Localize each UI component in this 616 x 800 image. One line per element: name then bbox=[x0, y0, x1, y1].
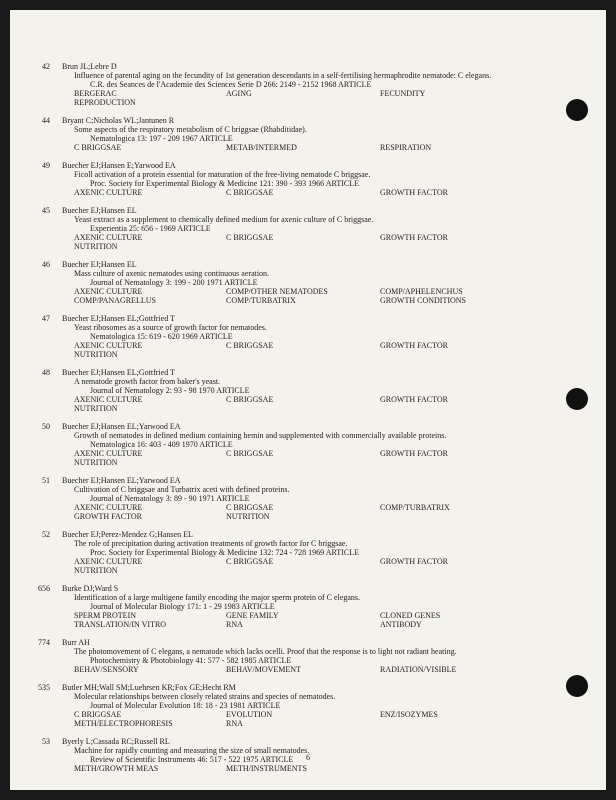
keyword: NUTRITION bbox=[226, 512, 270, 521]
entry-authors: Buecher EJ;Hansen EL;Yarwood EA bbox=[62, 422, 181, 431]
keyword-row bbox=[10, 98, 606, 107]
entry-number: 42 bbox=[42, 62, 50, 71]
keyword-row bbox=[10, 566, 606, 575]
keyword-row bbox=[10, 296, 606, 305]
keyword: COMP/PANAGRELLUS bbox=[74, 296, 156, 305]
entry-number: 774 bbox=[38, 638, 50, 647]
entry-authors: Burke DJ;Ward S bbox=[62, 584, 119, 593]
keyword-row bbox=[10, 143, 606, 152]
entry-title: The role of precipitation during activation treatments of growth factor for C briggsae. bbox=[74, 539, 348, 548]
keyword: METH/ELECTROPHORESIS bbox=[74, 719, 173, 728]
keyword-row bbox=[10, 404, 606, 413]
keyword: GROWTH CONDITIONS bbox=[380, 296, 466, 305]
entry-title: Molecular relationships between closely related strains and species of nematodes. bbox=[74, 692, 336, 701]
entry-authors: Byerly L;Cassada RC;Russell RL bbox=[62, 737, 170, 746]
keyword-row bbox=[10, 350, 606, 359]
keyword: COMP/OTHER NEMATODES bbox=[226, 287, 328, 296]
keyword: AXENIC CULTURE bbox=[74, 449, 143, 458]
keyword: C BRIGGSAE bbox=[226, 395, 274, 404]
keyword: ENZ/ISOZYMES bbox=[380, 710, 438, 719]
keyword: ANTIBODY bbox=[380, 620, 422, 629]
bibliography-entry bbox=[10, 116, 606, 152]
entry-title: Some aspects of the respiratory metabolism of C briggsae (Rhabditidae). bbox=[74, 125, 307, 134]
keyword: NUTRITION bbox=[74, 566, 118, 575]
keyword: AXENIC CULTURE bbox=[74, 233, 143, 242]
keyword-row bbox=[10, 503, 606, 512]
entry-number: 44 bbox=[42, 116, 50, 125]
keyword: RADIATION/VISIBLE bbox=[380, 665, 457, 674]
keyword-row bbox=[10, 449, 606, 458]
keyword-row bbox=[10, 188, 606, 197]
entry-source: Journal of Nematology 3: 89 - 90 1971 ARTICLE bbox=[90, 494, 250, 503]
entry-number: 49 bbox=[42, 161, 50, 170]
entry-number: 51 bbox=[42, 476, 50, 485]
keyword-row bbox=[10, 512, 606, 521]
keyword-row bbox=[10, 287, 606, 296]
keyword-row bbox=[10, 620, 606, 629]
keyword: AXENIC CULTURE bbox=[74, 287, 143, 296]
entry-authors: Buecher EJ;Hansen EL bbox=[62, 206, 137, 215]
keyword-row bbox=[10, 242, 606, 251]
bibliography-entry bbox=[10, 260, 606, 305]
entry-source: Photochemistry & Photobiology 41: 577 - 582 1985 ARTICLE bbox=[90, 656, 292, 665]
keyword: AXENIC CULTURE bbox=[74, 341, 143, 350]
bibliography-entry bbox=[10, 161, 606, 197]
entry-title: Identification of a large multigene family encoding the major sperm protein of C elegans. bbox=[74, 593, 360, 602]
keyword: NUTRITION bbox=[74, 458, 118, 467]
entry-title: Influence of parental aging on the fecundity of 1st generation descendants in a self-fertilising hermaphrodite nematode: C elegans. bbox=[74, 71, 492, 80]
entry-source: Proc. Society for Experimental Biology & Medicine 121: 390 - 393 1966 ARTICLE bbox=[90, 179, 360, 188]
keyword-row bbox=[10, 89, 606, 98]
bibliography-entry bbox=[10, 206, 606, 251]
entry-title: Cultivation of C briggsae and Turbatrix aceti with defined proteins. bbox=[74, 485, 290, 494]
keyword: REPRODUCTION bbox=[74, 98, 136, 107]
keyword: C BRIGGSAE bbox=[226, 341, 274, 350]
keyword: C BRIGGSAE bbox=[226, 233, 274, 242]
keyword: GROWTH FACTOR bbox=[380, 449, 448, 458]
entry-title: Yeast ribosomes as a source of growth factor for nematodes. bbox=[74, 323, 267, 332]
keyword: NUTRITION bbox=[74, 350, 118, 359]
keyword: C BRIGGSAE bbox=[74, 710, 122, 719]
keyword-row bbox=[10, 341, 606, 350]
bibliography-entry bbox=[10, 584, 606, 629]
entry-source: Proc. Society for Experimental Biology & Medicine 132: 724 - 728 1969 ARTICLE bbox=[90, 548, 360, 557]
keyword: BERGERAC bbox=[74, 89, 117, 98]
entry-number: 47 bbox=[42, 314, 50, 323]
keyword-row bbox=[10, 665, 606, 674]
keyword: C BRIGGSAE bbox=[226, 449, 274, 458]
entry-source: Nematologica 13: 197 - 209 1967 ARTICLE bbox=[90, 134, 233, 143]
keyword: AXENIC CULTURE bbox=[74, 503, 143, 512]
keyword: GROWTH FACTOR bbox=[380, 341, 448, 350]
bibliography-entry bbox=[10, 422, 606, 467]
entry-source: Nematologica 16: 403 - 409 1970 ARTICLE bbox=[90, 440, 233, 449]
keyword: GENE FAMILY bbox=[226, 611, 279, 620]
keyword: FECUNDITY bbox=[380, 89, 426, 98]
keyword: GROWTH FACTOR bbox=[380, 395, 448, 404]
bibliography-entry bbox=[10, 530, 606, 575]
bibliography-entry bbox=[10, 368, 606, 413]
keyword: TRANSLATION/IN VITRO bbox=[74, 620, 167, 629]
entry-authors: Buecher EJ;Hansen EL;Gottfried T bbox=[62, 314, 175, 323]
entry-authors: Buecher EJ;Perez-Mendez G;Hansen EL bbox=[62, 530, 193, 539]
entry-title: The photomovement of C elegans, a nematode which lacks ocelli. Proof that the response is to light not radiant heating. bbox=[74, 647, 457, 656]
entry-title: Machine for rapidly counting and measuring the size of small nematodes. bbox=[74, 746, 310, 755]
keyword: AXENIC CULTURE bbox=[74, 188, 143, 197]
entry-authors: Burr AH bbox=[62, 638, 90, 647]
keyword: NUTRITION bbox=[74, 242, 118, 251]
entry-title: Yeast extract as a supplement to chemically defined medium for axenic culture of C briggsae. bbox=[74, 215, 374, 224]
entry-authors: Butler MH;Wall SM;Luehrsen KR;Fox GE;Hecht RM bbox=[62, 683, 236, 692]
bibliography-entry bbox=[10, 476, 606, 521]
keyword: RNA bbox=[226, 620, 243, 629]
bibliography-entry bbox=[10, 638, 606, 674]
keyword: AGING bbox=[226, 89, 252, 98]
keyword: COMP/TURBATRIX bbox=[380, 503, 450, 512]
entry-source: C.R. des Seances de l'Academie des Sciences Serie D 266: 2149 - 2152 1968 ARTICLE bbox=[90, 80, 372, 89]
entry-number: 535 bbox=[38, 683, 50, 692]
bibliography-list bbox=[10, 62, 606, 782]
keyword-row bbox=[10, 395, 606, 404]
keyword: GROWTH FACTOR bbox=[380, 188, 448, 197]
keyword-row bbox=[10, 458, 606, 467]
keyword: AXENIC CULTURE bbox=[74, 395, 143, 404]
bibliography-entry bbox=[10, 314, 606, 359]
entry-authors: Bryant C;Nicholas WL;Jantunen R bbox=[62, 116, 175, 125]
keyword: C BRIGGSAE bbox=[226, 557, 274, 566]
keyword: GROWTH FACTOR bbox=[74, 512, 142, 521]
entry-number: 45 bbox=[42, 206, 50, 215]
entry-authors: Brun JL;Lebre D bbox=[62, 62, 117, 71]
entry-authors: Buecher EJ;Hansen E;Yarwood EA bbox=[62, 161, 176, 170]
entry-number: 48 bbox=[42, 368, 50, 377]
keyword: C BRIGGSAE bbox=[226, 188, 274, 197]
entry-number: 46 bbox=[42, 260, 50, 269]
keyword: BEHAV/MOVEMENT bbox=[226, 665, 301, 674]
entry-number: 53 bbox=[42, 737, 50, 746]
entry-number: 50 bbox=[42, 422, 50, 431]
keyword: RNA bbox=[226, 719, 243, 728]
entry-authors: Buecher EJ;Hansen EL;Gottfried T bbox=[62, 368, 175, 377]
entry-source: Journal of Nematology 2: 93 - 98 1970 ARTICLE bbox=[90, 386, 250, 395]
entry-source: Journal of Molecular Evolution 18: 18 - 23 1981 ARTICLE bbox=[90, 701, 281, 710]
entry-title: A nematode growth factor from baker's yeast. bbox=[74, 377, 221, 386]
keyword: GROWTH FACTOR bbox=[380, 233, 448, 242]
bibliography-entry bbox=[10, 62, 606, 107]
keyword: EVOLUTION bbox=[226, 710, 273, 719]
keyword: METH/INSTRUMENTS bbox=[226, 764, 307, 773]
entry-source: Journal of Molecular Biology 171: 1 - 29 1983 ARTICLE bbox=[90, 602, 275, 611]
keyword: C BRIGGSAE bbox=[74, 143, 122, 152]
entry-source: Journal of Nematology 3: 199 - 200 1971 ARTICLE bbox=[90, 278, 258, 287]
document-page bbox=[10, 10, 606, 790]
entry-title: Mass culture of axenic nematodes using continuous aeration. bbox=[74, 269, 270, 278]
keyword: METAB/INTERMED bbox=[226, 143, 297, 152]
keyword-row bbox=[10, 557, 606, 566]
keyword: METH/GROWTH MEAS bbox=[74, 764, 159, 773]
keyword: SPERM PROTEIN bbox=[74, 611, 137, 620]
entry-title: Ficoll activation of a protein essential for maturation of the free-living nematode C briggsae. bbox=[74, 170, 371, 179]
page-number: 6 bbox=[306, 753, 310, 762]
keyword-row bbox=[10, 764, 606, 773]
keyword: COMP/TURBATRIX bbox=[226, 296, 296, 305]
keyword: GROWTH FACTOR bbox=[380, 557, 448, 566]
keyword: BEHAV/SENSORY bbox=[74, 665, 139, 674]
keyword: NUTRITION bbox=[74, 404, 118, 413]
keyword-row bbox=[10, 710, 606, 719]
keyword-row bbox=[10, 233, 606, 242]
entry-authors: Buecher EJ;Hansen EL bbox=[62, 260, 137, 269]
keyword: AXENIC CULTURE bbox=[74, 557, 143, 566]
entry-source: Experientia 25: 656 - 1969 ARTICLE bbox=[90, 224, 211, 233]
keyword-row bbox=[10, 719, 606, 728]
entry-authors: Buecher EJ;Hansen EL;Yarwood EA bbox=[62, 476, 181, 485]
keyword: C BRIGGSAE bbox=[226, 503, 274, 512]
keyword-row bbox=[10, 611, 606, 620]
keyword: COMP/APHELENCHUS bbox=[380, 287, 463, 296]
bibliography-entry bbox=[10, 683, 606, 728]
entry-title: Growth of nematodes in defined medium containing hemin and supplemented with commercially available proteins. bbox=[74, 431, 447, 440]
entry-number: 656 bbox=[38, 584, 50, 593]
keyword: RESPIRATION bbox=[380, 143, 432, 152]
entry-source: Nematologica 15: 619 - 620 1969 ARTICLE bbox=[90, 332, 233, 341]
entry-source: Review of Scientific Instruments 46: 517 - 522 1975 ARTICLE bbox=[90, 755, 294, 764]
keyword: CLONED GENES bbox=[380, 611, 441, 620]
entry-number: 52 bbox=[42, 530, 50, 539]
